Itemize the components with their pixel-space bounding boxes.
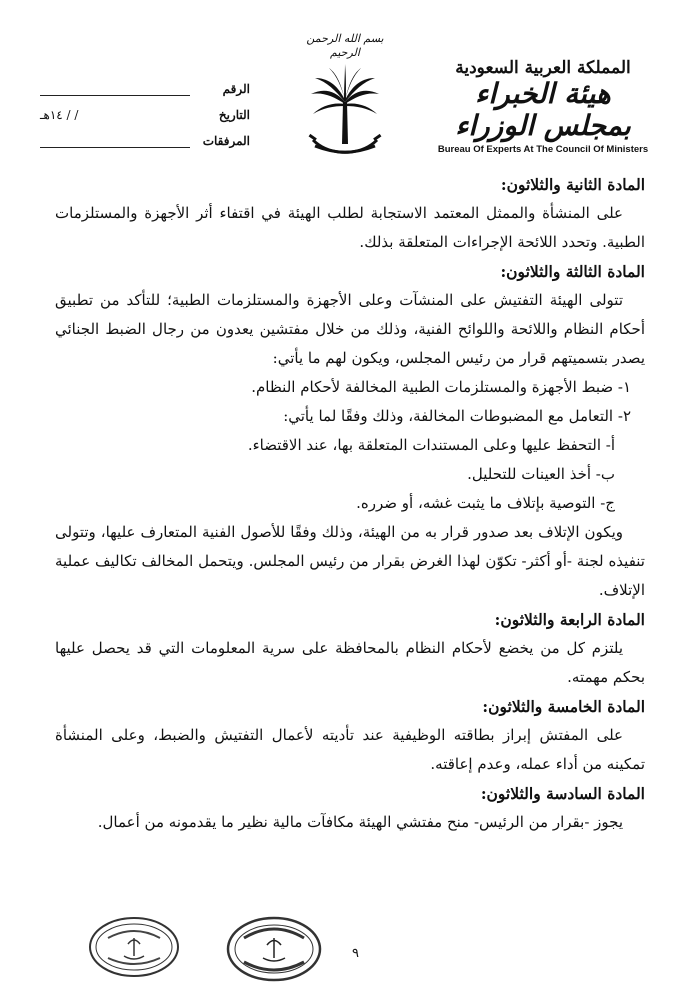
number-field-row xyxy=(40,70,250,96)
letterhead-reference-fields xyxy=(40,70,250,148)
article-33-subitem-c: ج- التوصية بإتلاف ما يثبت غشه، أو ضرره. xyxy=(356,494,615,512)
attachments-field-row xyxy=(40,122,250,148)
document-body xyxy=(55,170,645,837)
attachments-field-line xyxy=(40,135,190,148)
article-33-subitem-b: ب- أخذ العينات للتحليل. xyxy=(467,465,615,483)
attachments-label: المرفقات xyxy=(202,134,250,148)
date-value: / / ١٤هـ xyxy=(40,108,79,122)
kingdom-name: المملكة العربية السعودية xyxy=(455,58,631,78)
article-36-text: يجوز -بقرار من الرئيس- منح مفتشي الهيئة مكافآت مالية نظير ما يقدمونه من أعمال. xyxy=(97,813,623,831)
article-32-text: على المنشأة والممثل المعتمد الاستجابة لطلب الهيئة في اقتفاء أثر الأجهزة والمستلزمات الطبية. وتحدد اللائحة الإجراءات المتعلقة بذلك. xyxy=(55,204,645,251)
basmala: بسم الله الرحمن الرحيم xyxy=(306,32,384,59)
article-35-title: المادة الخامسة والثلاثون: xyxy=(482,697,645,716)
letterhead-organization xyxy=(428,58,658,155)
article-33-item-2: ٢- التعامل مع المضبوطات المخالفة، وذلك وفقًا لما يأتي: xyxy=(283,407,631,425)
article-33-closing: ويكون الإتلاف بعد صدور قرار به من الهيئة، وذلك وفقًا للأصول الفنية المتعارف عليها، وتتولى تنفيذه لجنة -أو أكثر- تكوّن لهذا الغرض بقرار من رئيس المجلس. ويتحمل المخالف تكاليف عملية الإتلاف. xyxy=(55,523,645,599)
date-label: التاريخ xyxy=(218,108,250,122)
article-34-title: المادة الرابعة والثلاثون: xyxy=(494,610,645,629)
article-33-text: تتولى الهيئة التفتيش على المنشآت وعلى الأجهزة والمستلزمات الطبية؛ للتأكد من تطبيق أحكام النظام واللائحة واللوائح الفنية، وذلك من خلال مفتشين يعدون من رجال الضبط الجنائي يصدر بتسميتهم قرار من رئيس المجلس، ويكون لهم ما يأتي: xyxy=(55,291,645,367)
article-34-text: يلتزم كل من يخضع لأحكام النظام بالمحافظة على سرية المعلومات التي قد يحصل عليها بحكم مهمته. xyxy=(55,639,645,686)
saudi-palm-swords-emblem-icon xyxy=(305,62,385,162)
bureau-name-arabic: هيئة الخبراء بمجلس الوزراء xyxy=(455,77,631,142)
article-35-text: على المفتش إبراز بطاقته الوظيفية عند تأديته لأعمال التفتيش والضبط، وعلى المنشأة تمكينه من أداء عمله، وعدم إعاقته. xyxy=(55,726,645,773)
number-field-line xyxy=(40,83,190,96)
article-33-subitem-a: أ- التحفظ عليها وعلى المستندات المتعلقة بها، عند الاقتضاء. xyxy=(247,436,615,454)
letterhead-emblem-block xyxy=(300,32,390,162)
article-33-title: المادة الثالثة والثلاثون: xyxy=(500,262,645,281)
number-label: الرقم xyxy=(222,82,250,96)
article-33-item-1: ١- ضبط الأجهزة والمستلزمات الطبية المخالفة لأحكام النظام. xyxy=(251,378,631,396)
date-field-row xyxy=(40,96,250,122)
official-seal-stamp-icon xyxy=(226,916,322,982)
page-number: ٩ xyxy=(352,946,359,961)
article-32-title: المادة الثانية والثلاثون: xyxy=(500,175,645,194)
official-seal-stamp-icon xyxy=(88,916,180,978)
bureau-name-english: Bureau Of Experts At The Council Of Ministers xyxy=(437,144,649,155)
article-36-title: المادة السادسة والثلاثون: xyxy=(480,784,645,803)
